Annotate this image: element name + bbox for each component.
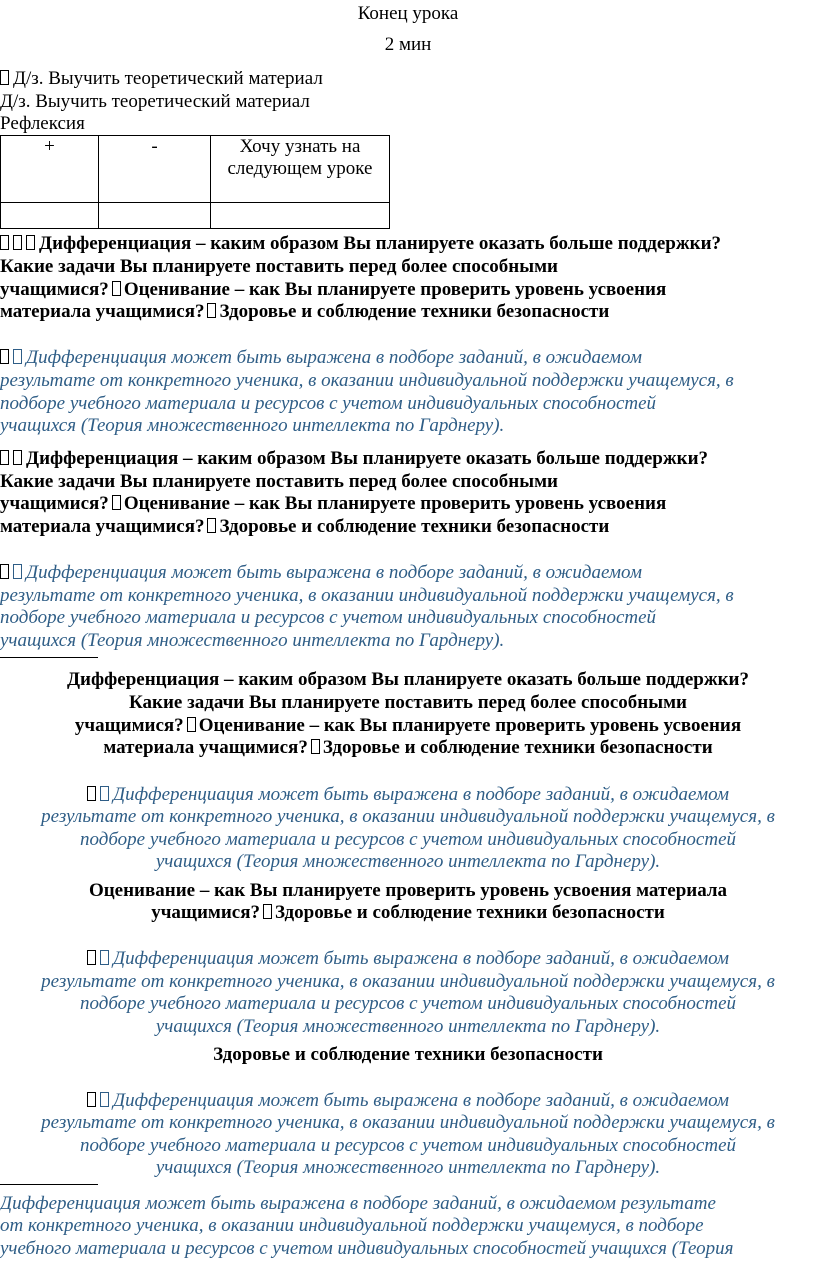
section2-bold-line3: учащимися? Оценивание – как Вы планируете проверить уровень усвоения — [0, 493, 667, 514]
bullet-icon — [26, 235, 35, 250]
section1-italic-line4: учащихся (Теория множественного интеллекта по Гарднеру). — [0, 415, 505, 436]
section2-italic-line2: результате от конкретного ученика, в оказании индивидуальной поддержки учащемуся, в — [0, 585, 734, 606]
section2-bold-line2: Какие задачи Вы планируете поставить перед более способными — [0, 471, 558, 492]
bullet-icon — [100, 786, 109, 801]
section1-bold-line4: материала учащимися? Здоровье и соблюдение техники безопасности — [0, 301, 610, 322]
bullet-icon — [207, 303, 216, 318]
section1-italic-line3: подборе учебного материала и ресурсов с учетом индивидуальных способностей — [0, 393, 657, 414]
bullet-icon — [0, 564, 9, 579]
footer-italic-line3: учебного материала и ресурсов с учетом индивидуальных способностей учащихся (Теория — [0, 1238, 734, 1259]
bullet-icon — [0, 349, 9, 364]
section4-italic-line2: результате от конкретного ученика, в оказании индивидуальной поддержки учащемуся, в — [41, 971, 775, 992]
section2-bold-line1: Дифференциация – каким образом Вы планируете оказать больше поддержки? — [0, 448, 816, 470]
reflection-cell-want-to-know — [211, 203, 390, 229]
section5-italic-line2: результате от конкретного ученика, в оказании индивидуальной поддержки учащемуся, в — [41, 1112, 775, 1133]
section1-italic-line1: Дифференциация может быть выражена в подборе заданий, в ожидаемом — [0, 347, 816, 369]
reflection-col-plus: + — [1, 136, 99, 203]
reflection-col-minus: - — [99, 136, 211, 203]
section3-italic-line3: подборе учебного материала и ресурсов с учетом индивидуальных способностей — [79, 829, 737, 850]
bullet-icon — [13, 564, 22, 579]
section4-italic-line4: учащихся (Теория множественного интеллекта по Гарднеру). — [155, 1016, 661, 1037]
section3-bold-line4: материала учащимися? Здоровье и соблюдение техники безопасности — [103, 737, 713, 758]
bullet-icon — [0, 235, 9, 250]
section3-bold-line1: Дифференциация – каким образом Вы планируете оказать больше поддержки? — [66, 669, 750, 690]
bullet-icon — [112, 281, 121, 296]
section4-bold-line1: Оценивание – как Вы планируете проверить уровень усвоения материала — [88, 880, 728, 901]
bullet-icon — [100, 1092, 109, 1107]
reflection-col-want-to-know: Хочу узнать на следующем уроке — [211, 136, 390, 203]
reflection-table — [0, 135, 390, 229]
homework-line-1: Д/з. Выучить теоретический материал — [0, 68, 816, 90]
footer-italic-line1: Дифференциация может быть выражена в подборе заданий, в ожидаемом результате — [0, 1193, 716, 1214]
section5-bold-line1: Здоровье и соблюдение техники безопасности — [213, 1044, 603, 1065]
bullet-icon — [13, 450, 22, 465]
section2-italic-line3: подборе учебного материала и ресурсов с учетом индивидуальных способностей — [0, 607, 657, 628]
bullet-icon — [112, 495, 121, 510]
lesson-duration: 2 мин — [384, 34, 432, 55]
bullet-icon — [0, 70, 9, 85]
section2-italic-line4: учащихся (Теория множественного интеллекта по Гарднеру). — [0, 630, 505, 651]
section1-bold-line1: Дифференциация – каким образом Вы планируете оказать больше поддержки? — [0, 233, 816, 255]
section5-italic-line1: Дифференциация может быть выражена в подборе заданий, в ожидаемом — [0, 1090, 816, 1112]
section3-bold-line3: учащимися? Оценивание – как Вы планируете проверить уровень усвоения — [74, 715, 742, 736]
section1-italic-line2: результате от конкретного ученика, в оказании индивидуальной поддержки учащемуся, в — [0, 370, 734, 391]
reflection-label: Рефлексия — [0, 113, 85, 134]
section3-italic-line1: Дифференциация может быть выражена в подборе заданий, в ожидаемом — [0, 784, 816, 806]
bullet-icon — [100, 950, 109, 965]
bullet-icon — [311, 739, 320, 754]
bullet-icon — [263, 904, 272, 919]
bullet-icon — [13, 235, 22, 250]
section1-bold-line2: Какие задачи Вы планируете поставить перед более способными — [0, 256, 558, 277]
bullet-icon — [187, 717, 196, 732]
bullet-icon — [0, 450, 9, 465]
section3-bold-line2: Какие задачи Вы планируете поставить перед более способными — [129, 692, 687, 713]
section2-bold-line4: материала учащимися? Здоровье и соблюдение техники безопасности — [0, 516, 610, 537]
bullet-icon — [13, 349, 22, 364]
reflection-cell-minus — [99, 203, 211, 229]
bullet-icon — [87, 950, 96, 965]
section5-italic-line3: подборе учебного материала и ресурсов с учетом индивидуальных способностей — [79, 1135, 737, 1156]
section1-bold-line3: учащимися? Оценивание – как Вы планируете проверить уровень усвоения — [0, 279, 667, 300]
footer-italic-line2: от конкретного ученика, в оказании индивидуальной поддержки учащемуся, в подборе — [0, 1215, 704, 1236]
reflection-cell-plus — [1, 203, 99, 229]
bullet-icon — [87, 1092, 96, 1107]
bullet-icon — [207, 518, 216, 533]
homework-line-2: Д/з. Выучить теоретический материал — [0, 91, 310, 112]
divider-rule — [0, 1184, 98, 1185]
section4-italic-line3: подборе учебного материала и ресурсов с учетом индивидуальных способностей — [79, 993, 737, 1014]
section4-bold-line2: учащимися? Здоровье и соблюдение техники безопасности — [151, 902, 665, 923]
section3-italic-line2: результате от конкретного ученика, в оказании индивидуальной поддержки учащемуся, в — [41, 806, 775, 827]
section3-italic-line4: учащихся (Теория множественного интеллекта по Гарднеру). — [155, 851, 661, 872]
bullet-icon — [87, 786, 96, 801]
lesson-end-title: Конец урока — [357, 3, 459, 24]
divider-rule — [0, 657, 98, 658]
section4-italic-line1: Дифференциация может быть выражена в подборе заданий, в ожидаемом — [0, 948, 816, 970]
section5-italic-line4: учащихся (Теория множественного интеллекта по Гарднеру). — [155, 1157, 661, 1178]
section2-italic-line1: Дифференциация может быть выражена в подборе заданий, в ожидаемом — [0, 562, 816, 584]
